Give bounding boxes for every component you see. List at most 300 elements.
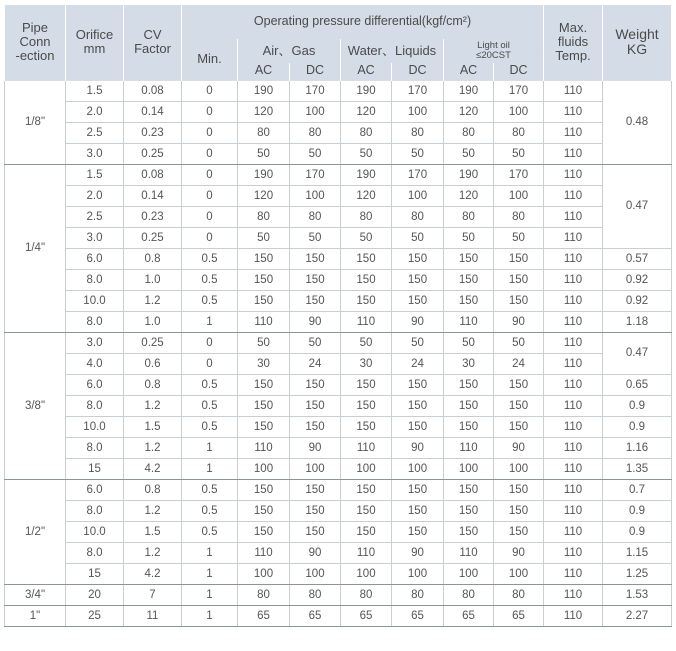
air-ac-cell: 80 [238,584,290,605]
max-temp-cell: 110 [544,395,603,416]
max-temp-cell: 110 [544,374,603,395]
header-oil-dc: DC [494,63,544,80]
air-ac-cell: 150 [238,290,290,311]
orifice-cell: 8.0 [66,269,124,290]
air-dc-cell: 150 [290,395,341,416]
air-ac-cell: 150 [238,521,290,542]
header-air-gas: Air、Gas [238,39,341,63]
oil-ac-cell: 50 [444,227,494,248]
weight-cell: 0.9 [603,416,672,437]
min-cell: 0 [182,80,238,101]
orifice-cell: 1.5 [66,164,124,185]
water-dc-cell: 90 [392,542,444,563]
air-dc-cell: 80 [290,206,341,227]
water-dc-cell: 170 [392,164,444,185]
air-dc-cell: 170 [290,80,341,101]
oil-dc-cell: 65 [494,605,544,626]
oil-ac-cell: 150 [444,416,494,437]
weight-cell: 0.92 [603,269,672,290]
oil-ac-cell: 150 [444,269,494,290]
weight-cell: 0.48 [603,80,672,164]
weight-cell: 1.16 [603,437,672,458]
water-ac-cell: 150 [341,374,392,395]
table-row [5,374,672,395]
table-row [5,479,672,500]
oil-ac-cell: 150 [444,500,494,521]
table-row [5,269,672,290]
air-ac-cell: 80 [238,122,290,143]
water-dc-cell: 150 [392,479,444,500]
table-row [5,101,672,122]
min-cell: 0.5 [182,500,238,521]
orifice-cell: 8.0 [66,311,124,332]
orifice-cell: 15 [66,563,124,584]
cv-cell: 1.5 [124,521,182,542]
oil-ac-cell: 150 [444,395,494,416]
oil-ac-cell: 50 [444,143,494,164]
air-dc-cell: 150 [290,500,341,521]
orifice-cell: 4.0 [66,353,124,374]
air-ac-cell: 150 [238,269,290,290]
table-row [5,206,672,227]
water-dc-cell: 150 [392,416,444,437]
oil-ac-cell: 30 [444,353,494,374]
cv-cell: 1.2 [124,290,182,311]
min-cell: 0 [182,332,238,353]
air-ac-cell: 50 [238,227,290,248]
table-row [5,521,672,542]
max-temp-cell: 110 [544,332,603,353]
oil-ac-cell: 110 [444,542,494,563]
orifice-cell: 3.0 [66,227,124,248]
table-row [5,584,672,605]
max-temp-cell: 110 [544,206,603,227]
orifice-cell: 2.5 [66,122,124,143]
min-cell: 0 [182,227,238,248]
oil-dc-cell: 24 [494,353,544,374]
water-ac-cell: 30 [341,353,392,374]
table-row [5,416,672,437]
max-temp-cell: 110 [544,437,603,458]
water-dc-cell: 100 [392,185,444,206]
max-temp-cell: 110 [544,269,603,290]
air-ac-cell: 110 [238,311,290,332]
water-ac-cell: 150 [341,479,392,500]
air-dc-cell: 150 [290,290,341,311]
min-cell: 0.5 [182,395,238,416]
air-ac-cell: 110 [238,437,290,458]
air-dc-cell: 50 [290,332,341,353]
min-cell: 0.5 [182,290,238,311]
oil-dc-cell: 150 [494,395,544,416]
header-air-dc: DC [290,63,341,80]
water-dc-cell: 24 [392,353,444,374]
min-cell: 0 [182,164,238,185]
water-ac-cell: 80 [341,584,392,605]
table-row [5,143,672,164]
orifice-cell: 6.0 [66,479,124,500]
air-dc-cell: 90 [290,437,341,458]
oil-ac-cell: 80 [444,122,494,143]
max-temp-cell: 110 [544,563,603,584]
spec-table [4,5,672,627]
pipe-size-cell: 3/4" [5,584,66,605]
cv-cell: 0.25 [124,227,182,248]
max-temp-cell: 110 [544,416,603,437]
max-temp-cell: 110 [544,185,603,206]
oil-ac-cell: 190 [444,80,494,101]
cv-cell: 0.08 [124,164,182,185]
water-ac-cell: 150 [341,521,392,542]
air-dc-cell: 100 [290,458,341,479]
orifice-cell: 8.0 [66,542,124,563]
air-ac-cell: 110 [238,542,290,563]
max-temp-cell: 110 [544,311,603,332]
air-ac-cell: 100 [238,563,290,584]
water-dc-cell: 90 [392,437,444,458]
oil-dc-cell: 150 [494,416,544,437]
weight-cell: 1.25 [603,563,672,584]
min-cell: 1 [182,584,238,605]
min-cell: 1 [182,563,238,584]
table-row [5,122,672,143]
header-air-ac: AC [238,63,290,80]
header-min: Min. [182,39,238,80]
water-ac-cell: 110 [341,311,392,332]
air-dc-cell: 90 [290,311,341,332]
air-dc-cell: 150 [290,521,341,542]
cv-cell: 1.5 [124,416,182,437]
oil-ac-cell: 150 [444,290,494,311]
air-dc-cell: 24 [290,353,341,374]
cv-cell: 0.14 [124,101,182,122]
table-row [5,605,672,626]
header-orifice: Orifice mm [66,5,124,80]
oil-dc-cell: 90 [494,542,544,563]
orifice-cell: 6.0 [66,374,124,395]
max-temp-cell: 110 [544,122,603,143]
orifice-cell: 20 [66,584,124,605]
water-dc-cell: 150 [392,521,444,542]
cv-cell: 0.25 [124,332,182,353]
weight-cell: 0.9 [603,521,672,542]
header-water: Water、Liquids [341,39,444,63]
oil-ac-cell: 150 [444,521,494,542]
air-dc-cell: 80 [290,122,341,143]
max-temp-cell: 110 [544,584,603,605]
cv-cell: 1.0 [124,311,182,332]
orifice-cell: 2.0 [66,101,124,122]
orifice-cell: 8.0 [66,437,124,458]
header-weight: Weight KG [603,5,672,80]
min-cell: 0.5 [182,248,238,269]
orifice-cell: 10.0 [66,290,124,311]
cv-cell: 1.0 [124,269,182,290]
pipe-size-cell: 1/2" [5,479,66,584]
water-dc-cell: 100 [392,563,444,584]
oil-dc-cell: 90 [494,437,544,458]
water-dc-cell: 170 [392,80,444,101]
table-body [5,80,672,626]
air-dc-cell: 100 [290,101,341,122]
weight-cell: 0.9 [603,500,672,521]
max-temp-cell: 110 [544,80,603,101]
water-dc-cell: 100 [392,458,444,479]
table-row [5,332,672,353]
min-cell: 0.5 [182,479,238,500]
oil-dc-cell: 50 [494,332,544,353]
table-row [5,563,672,584]
water-ac-cell: 120 [341,185,392,206]
air-ac-cell: 50 [238,143,290,164]
oil-dc-cell: 150 [494,500,544,521]
oil-dc-cell: 50 [494,227,544,248]
oil-dc-cell: 80 [494,122,544,143]
table-row [5,500,672,521]
header-cv: CV Factor [124,5,182,80]
water-ac-cell: 150 [341,416,392,437]
header-pipe: Pipe Conn -ection [5,5,66,80]
water-ac-cell: 190 [341,164,392,185]
min-cell: 0 [182,206,238,227]
orifice-cell: 2.0 [66,185,124,206]
max-temp-cell: 110 [544,605,603,626]
water-ac-cell: 80 [341,122,392,143]
oil-ac-cell: 120 [444,101,494,122]
table-row [5,227,672,248]
table-row [5,353,672,374]
max-temp-cell: 110 [544,479,603,500]
oil-ac-cell: 110 [444,437,494,458]
orifice-cell: 3.0 [66,143,124,164]
cv-cell: 0.08 [124,80,182,101]
cv-cell: 0.8 [124,479,182,500]
air-dc-cell: 150 [290,248,341,269]
header-oil-ac: AC [444,63,494,80]
air-ac-cell: 50 [238,332,290,353]
pipe-size-cell: 1/4" [5,164,66,332]
max-temp-cell: 110 [544,248,603,269]
air-dc-cell: 150 [290,374,341,395]
oil-ac-cell: 80 [444,584,494,605]
cv-cell: 0.8 [124,248,182,269]
air-dc-cell: 150 [290,269,341,290]
cv-cell: 0.23 [124,122,182,143]
oil-dc-cell: 90 [494,311,544,332]
air-ac-cell: 120 [238,101,290,122]
water-ac-cell: 65 [341,605,392,626]
water-ac-cell: 100 [341,563,392,584]
table-row [5,311,672,332]
oil-dc-cell: 50 [494,143,544,164]
orifice-cell: 10.0 [66,416,124,437]
min-cell: 0 [182,185,238,206]
weight-cell: 0.47 [603,164,672,248]
air-dc-cell: 150 [290,416,341,437]
oil-dc-cell: 150 [494,374,544,395]
orifice-cell: 15 [66,458,124,479]
oil-dc-cell: 100 [494,563,544,584]
min-cell: 0.5 [182,521,238,542]
oil-dc-cell: 80 [494,206,544,227]
cv-cell: 1.2 [124,437,182,458]
oil-dc-cell: 150 [494,479,544,500]
air-ac-cell: 190 [238,80,290,101]
oil-dc-cell: 170 [494,80,544,101]
cv-cell: 0.25 [124,143,182,164]
weight-cell: 2.27 [603,605,672,626]
water-ac-cell: 80 [341,206,392,227]
water-dc-cell: 50 [392,332,444,353]
air-ac-cell: 150 [238,374,290,395]
cv-cell: 0.8 [124,374,182,395]
water-dc-cell: 90 [392,311,444,332]
min-cell: 1 [182,542,238,563]
weight-cell: 0.47 [603,332,672,374]
water-ac-cell: 120 [341,101,392,122]
water-dc-cell: 80 [392,584,444,605]
header-operating: Operating pressure differential(kgf/cm²) [182,5,544,39]
orifice-cell: 10.0 [66,521,124,542]
orifice-cell: 6.0 [66,248,124,269]
table-row [5,542,672,563]
oil-ac-cell: 190 [444,164,494,185]
oil-ac-cell: 120 [444,185,494,206]
water-dc-cell: 150 [392,500,444,521]
max-temp-cell: 110 [544,500,603,521]
air-ac-cell: 150 [238,395,290,416]
orifice-cell: 1.5 [66,80,124,101]
orifice-cell: 8.0 [66,500,124,521]
air-dc-cell: 50 [290,143,341,164]
weight-cell: 0.9 [603,395,672,416]
pipe-size-cell: 3/8" [5,332,66,479]
max-temp-cell: 110 [544,101,603,122]
water-ac-cell: 110 [341,542,392,563]
weight-cell: 0.92 [603,290,672,311]
air-dc-cell: 80 [290,584,341,605]
header-max-temp: Max. fluids Temp. [544,5,603,80]
cv-cell: 4.2 [124,458,182,479]
max-temp-cell: 110 [544,353,603,374]
cv-cell: 0.6 [124,353,182,374]
max-temp-cell: 110 [544,290,603,311]
cv-cell: 1.2 [124,542,182,563]
water-dc-cell: 150 [392,374,444,395]
air-ac-cell: 65 [238,605,290,626]
oil-ac-cell: 65 [444,605,494,626]
cv-cell: 0.14 [124,185,182,206]
max-temp-cell: 110 [544,164,603,185]
weight-cell: 1.53 [603,584,672,605]
oil-ac-cell: 150 [444,374,494,395]
air-ac-cell: 100 [238,458,290,479]
water-ac-cell: 50 [341,332,392,353]
table-row [5,164,672,185]
min-cell: 1 [182,437,238,458]
max-temp-cell: 110 [544,458,603,479]
cv-cell: 1.2 [124,500,182,521]
weight-cell: 1.18 [603,311,672,332]
min-cell: 1 [182,458,238,479]
oil-dc-cell: 170 [494,164,544,185]
min-cell: 0.5 [182,269,238,290]
oil-ac-cell: 80 [444,206,494,227]
water-dc-cell: 150 [392,269,444,290]
air-ac-cell: 150 [238,248,290,269]
header-light-oil: Light oil ≤20CST [444,39,544,63]
header-water-dc: DC [392,63,444,80]
air-dc-cell: 90 [290,542,341,563]
min-cell: 0.5 [182,374,238,395]
water-dc-cell: 80 [392,122,444,143]
oil-ac-cell: 150 [444,248,494,269]
oil-ac-cell: 150 [444,479,494,500]
water-dc-cell: 50 [392,227,444,248]
air-dc-cell: 100 [290,563,341,584]
oil-dc-cell: 100 [494,185,544,206]
min-cell: 0 [182,143,238,164]
oil-ac-cell: 100 [444,563,494,584]
water-ac-cell: 50 [341,227,392,248]
air-ac-cell: 190 [238,164,290,185]
oil-ac-cell: 110 [444,311,494,332]
table-row [5,248,672,269]
water-ac-cell: 150 [341,395,392,416]
water-ac-cell: 100 [341,458,392,479]
cv-cell: 7 [124,584,182,605]
air-dc-cell: 65 [290,605,341,626]
min-cell: 1 [182,605,238,626]
oil-dc-cell: 100 [494,458,544,479]
water-dc-cell: 150 [392,290,444,311]
max-temp-cell: 110 [544,143,603,164]
table-row [5,80,672,101]
weight-cell: 0.57 [603,248,672,269]
water-dc-cell: 150 [392,395,444,416]
water-dc-cell: 100 [392,101,444,122]
min-cell: 0 [182,353,238,374]
min-cell: 0 [182,122,238,143]
min-cell: 0.5 [182,416,238,437]
water-ac-cell: 110 [341,437,392,458]
air-ac-cell: 150 [238,416,290,437]
air-dc-cell: 150 [290,479,341,500]
min-cell: 1 [182,311,238,332]
air-ac-cell: 150 [238,479,290,500]
oil-dc-cell: 150 [494,269,544,290]
air-ac-cell: 30 [238,353,290,374]
water-ac-cell: 50 [341,143,392,164]
pipe-size-cell: 1/8" [5,80,66,164]
pipe-size-cell: 1" [5,605,66,626]
max-temp-cell: 110 [544,542,603,563]
air-dc-cell: 50 [290,227,341,248]
water-ac-cell: 150 [341,248,392,269]
water-ac-cell: 190 [341,80,392,101]
oil-dc-cell: 150 [494,290,544,311]
cv-cell: 1.2 [124,395,182,416]
water-dc-cell: 80 [392,206,444,227]
table-row [5,458,672,479]
orifice-cell: 8.0 [66,395,124,416]
air-ac-cell: 150 [238,500,290,521]
water-ac-cell: 150 [341,290,392,311]
water-dc-cell: 65 [392,605,444,626]
oil-ac-cell: 100 [444,458,494,479]
table-row [5,395,672,416]
water-dc-cell: 50 [392,143,444,164]
